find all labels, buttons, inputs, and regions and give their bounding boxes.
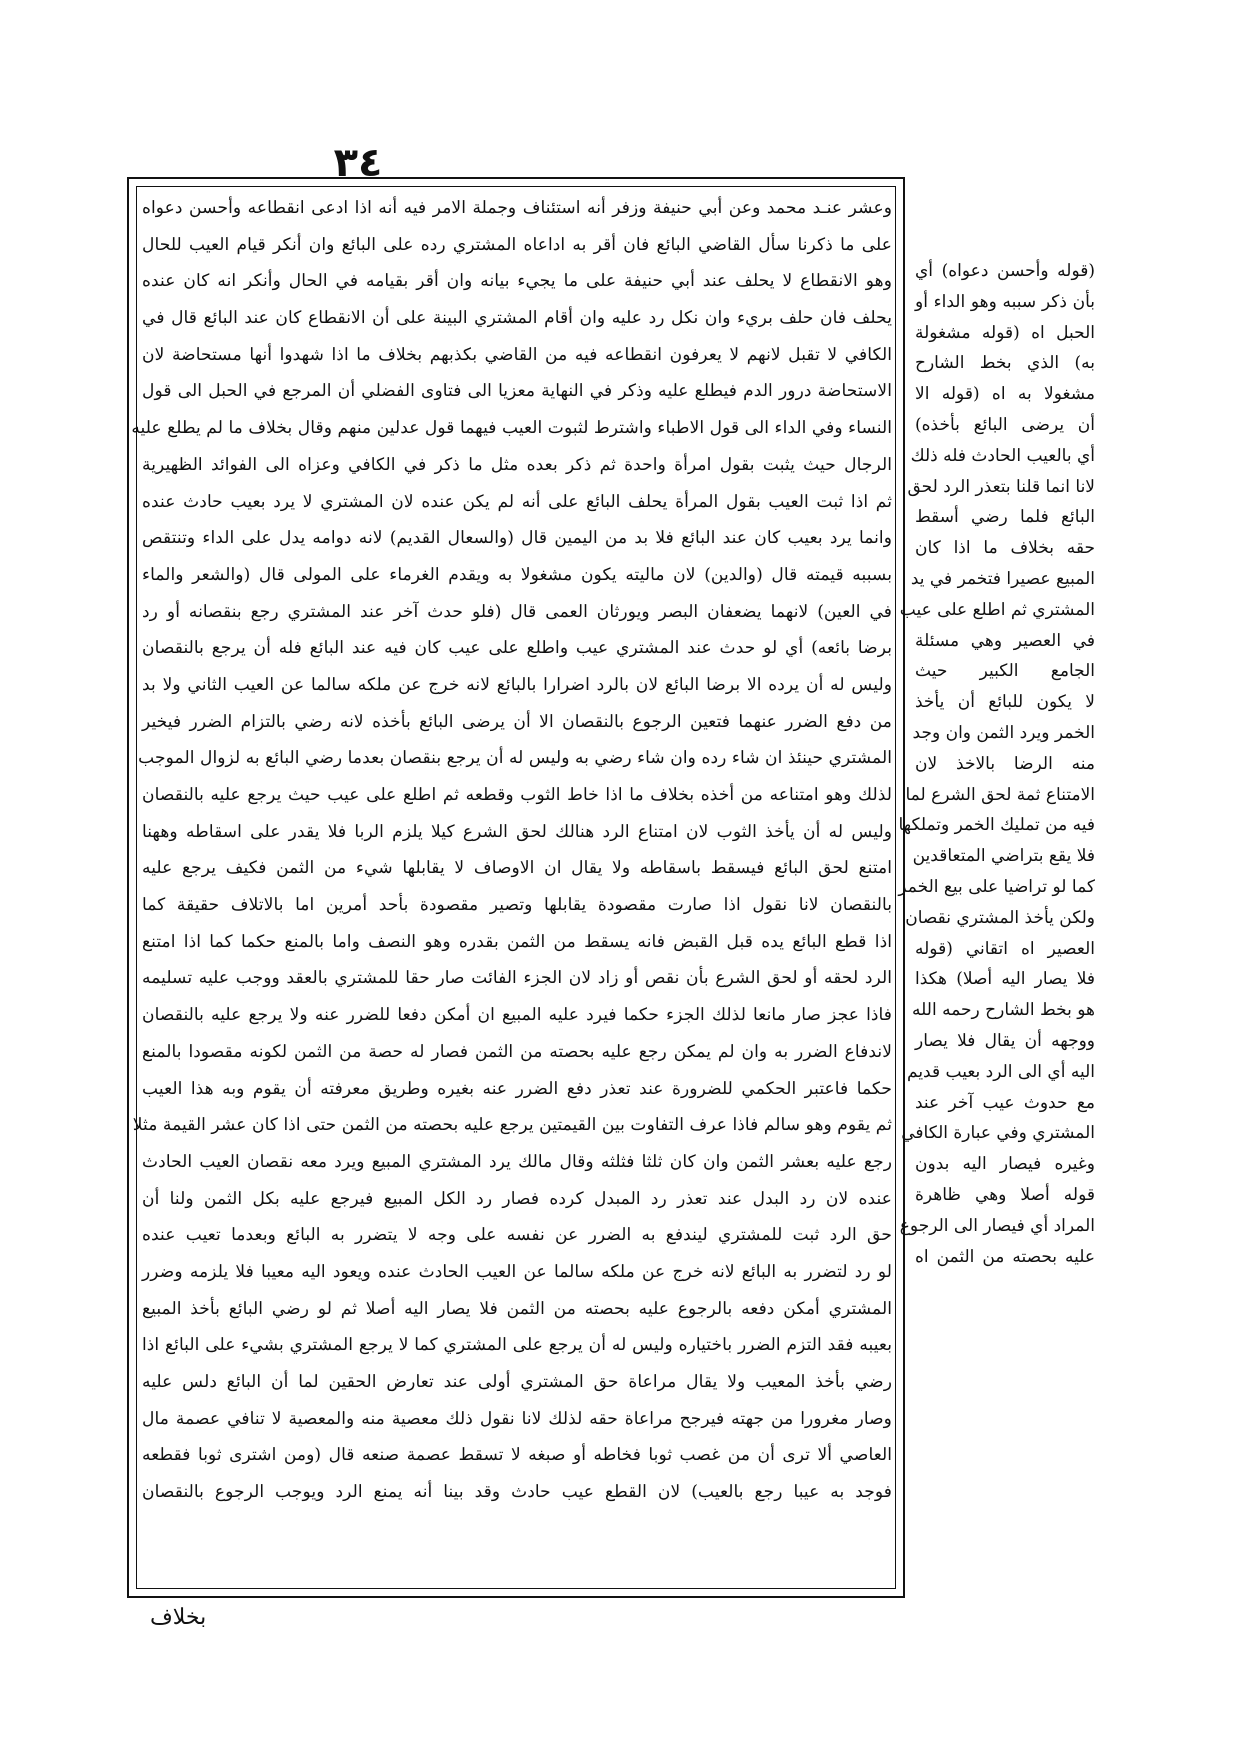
main-text-line: حق الرد ثبت للمشتري ليندفع به الضرر عن نفسه على وجه لا يتضرر به البائع وبعدما تعيب عنده xyxy=(142,1225,892,1246)
main-text-line: الاستحاضة درور الدم فيطلع عليه وذكر في النهاية معزيا الى فتاوى الفضلي أن المرجع في الحبل الى قول xyxy=(142,381,892,402)
main-text-line: امتنع لحق البائع فيسقط باسقاطه ولا يقال ان الاوصاف لا يقابلها شيء من الثمن فكيف يرجع عليه xyxy=(142,858,892,879)
main-text-line: رضي بأخذ المعيب ولا يقال مراعاة حق المشتري أولى عند تعارض الحقين لما أن البائع دلس عليه xyxy=(142,1372,892,1392)
margin-note-line: هو بخط الشارح رحمه الله xyxy=(912,1000,1095,1021)
main-text-line: عنده لان رد البدل عند تعذر رد المبدل كرده فصار رد الكل المبيع فيرجع عليه بكل الثمن ولنا أن xyxy=(142,1188,892,1209)
page-number: ٣٤ xyxy=(333,140,383,186)
margin-note-line: اليه أي الى الرد بعيب قديم xyxy=(907,1061,1095,1082)
margin-note-line: عليه بحصته من الثمن اه xyxy=(915,1246,1095,1267)
margin-note-line: المشتري ثم اطلع على عيب xyxy=(899,599,1095,620)
margin-note-line: مشغولا به اه (قوله الا xyxy=(915,384,1095,405)
margin-note-line: أن يرضى البائع بأخذه) xyxy=(915,414,1095,435)
margin-note xyxy=(898,256,1095,1267)
main-text-line: الكافي لا تقبل لانهم لا يعرفون انقطاعه فيه من القاضي بكذبهم بخلاف ما اذا شهدوا أنها مستحاضة لان xyxy=(142,344,892,365)
margin-note-line: الخمر ويرد الثمن وان وجد xyxy=(912,722,1095,743)
main-text-line: لاندفاع الضرر به وان لم يمكن رجع عليه بحصته من الثمن فصار له حصة من الثمن لكونه مقصودا بالمنع xyxy=(142,1041,892,1062)
margin-note-line: قوله أصلا وهي ظاهرة xyxy=(915,1184,1095,1205)
main-text-line: لذلك وهو امتناعه من أخذه بخلاف ما اذا خاط الثوب وقطعه ثم اطلع على عيب حيث يرجع عليه بالنقصان xyxy=(142,785,892,805)
margin-note-line: ووجهه أن يقال فلا يصار xyxy=(915,1030,1095,1051)
main-text-line: لو رد لتضرر به البائع لانه خرج عن ملكه سالما عن العيب الحادث عنده ويعود اليه معيبا فلا يلزمه وضرر xyxy=(142,1261,892,1282)
margin-note-line: ولكن يأخذ المشتري نقصان xyxy=(905,907,1095,928)
margin-note-line: لا يكون للبائع أن يأخذ xyxy=(915,692,1095,713)
main-text-line: على ما ذكرنا سأل القاضي البائع فان أقر به اداعاه المشتري رده على البائع وان أنكر قيام العيب للحال xyxy=(142,234,892,255)
margin-note-line: البائع فلما رضي أسقط xyxy=(915,507,1095,528)
main-text-line: بسببه قيمته قال (والدين) لان ماليته يكون مشغولا به ويقدم الغرماء على المولى قال (والشعر والماء xyxy=(142,564,892,585)
margin-note-line: أي بالعيب الحادث فله ذلك xyxy=(910,445,1095,466)
margin-note-line: المبيع عصيرا فتخمر في يد xyxy=(910,568,1095,589)
main-text-line: فاذا عجز صار مانعا لذلك الجزء حكما فيرد عليه المبيع ان أمكن دفعا للضرر عنه ولا يرجع عليه بالنقصان xyxy=(142,1005,892,1026)
main-text-line: حكما فاعتبر الحكمي للضرورة عند تعذر دفع الضرر عنه بغيره وطريق معرفته أن يقوم وبه هذا العيب xyxy=(142,1078,892,1099)
margin-note-line: مع حدوث عيب آخر عند xyxy=(915,1092,1095,1113)
main-text-line: من دفع الضرر عنهما فتعين الرجوع بالنقصان الا أن يرضى البائع بأخذه لانه رضي بالتزام الضرر فيخير xyxy=(142,711,892,732)
margin-note-line: العصير اه اتقاني (قوله xyxy=(915,938,1095,959)
margin-note-line: فلا يصار اليه أصلا) هكذا xyxy=(915,969,1095,990)
main-text-line: فوجد به عيبا رجع بالعيب) لان القطع عيب حادث وقد بينا أنه يمنع الرد ويوجب الرجوع بالنقصان xyxy=(142,1482,892,1503)
main-text-line: الرجال حيث يثبت بقول امرأة واحدة ثم ذكر بعده مثل ما ذكر في الكافي وعزاه الى الفوائد الظهيرية xyxy=(142,454,892,475)
main-text-line: يحلف فان حلف بريء وان نكل رد عليه وان أقام المشتري البينة على أن الانقطاع كان عند البائع قال في xyxy=(142,308,892,329)
margin-note-line: (قوله وأحسن دعواه) أي xyxy=(915,261,1095,281)
main-text-line: ثم يقوم وهو سالم فاذا عرف التفاوت بين القيمتين يرجع عليه بحصته من الثمن حتى اذا كان عشر القيمة مثلا xyxy=(132,1115,892,1136)
main-text-line: وهو الانقطاع لا يحلف عند أبي حنيفة على ما يجيء بيانه وان أقر بقيامه في الحال وأنكر انه كان عنده xyxy=(142,271,892,292)
margin-note-line: المشتري وفي عبارة الكافي xyxy=(901,1123,1095,1144)
main-text-line: العاصي ألا ترى أن من غصب ثوبا فخاطه أو صبغه لا تسقط عصمة صنعه قال (ومن اشترى ثوبا فقطعه xyxy=(142,1445,892,1466)
margin-note-line: وغيره فيصار اليه بدون xyxy=(915,1154,1095,1175)
main-text-line: رجع عليه بعشر الثمن وان كان ثلثا فثلثه وقال مالك يرد المشتري المبيع ويرد معه نقصان العيب الحادث xyxy=(142,1151,892,1172)
main-text-line: وصار مغرورا من جهته فيرجح مراعاة حقه لذلك لانا نقول ذلك معصية منه والمعصية لا تنافي عصمة مال xyxy=(142,1408,892,1429)
margin-note-line: الحبل اه (قوله مشغولة xyxy=(915,322,1095,343)
catchword: بخلاف xyxy=(150,1605,207,1630)
margin-note-line: بأن ذكر سببه وهو الداء أو xyxy=(915,291,1095,312)
main-text-line: وعشر عنـد محمد وعن أبي حنيفة وزفر أنه استئناف وجملة الامر فيه أنه اذا ادعى انقطاعه وأحسن دعواه xyxy=(142,198,892,218)
margin-note-line: كما لو تراضيا على بيع الخمر xyxy=(898,876,1095,897)
margin-note-line: الجامع الكبير حيث xyxy=(915,661,1095,682)
main-text-line: وليس له أن يأخذ الثوب لان امتناع الرد هنالك لحق الشرع كيلا يلزم الربا فلا يقدر على اسقاطه وههنا xyxy=(142,821,892,842)
main-text-line: الرد لحقه أو لحق الشرع بأن نقص أو زاد لان الجزء الفائت صار حقا للمشتري بالعقد ووجب عليه تسليمه xyxy=(142,968,892,989)
main-text-line: النساء وفي الداء الى قول الاطباء واشترط لثبوت العيب فيهما قول عدلين منهم وقال بخلاف ما لم يطلع عليه xyxy=(131,418,892,439)
main-text-line: بعيبه فقد التزم الضرر باختياره وليس له أن يرجع على المشتري كما لا يرجع المشتري بشيء على البائع اذا xyxy=(142,1335,892,1356)
main-text-line: بالنقصان لانا نقول اذا صارت مقصودة يقابلها وتصير مقصودة بأحد أمرين اما بالاتلاف حقيقة كما xyxy=(142,895,892,916)
margin-note-line: لانا انما قلنا بتعذر الرد لحق xyxy=(907,476,1095,497)
margin-note-line: به) الذي بخط الشارح xyxy=(915,353,1095,374)
main-text-line: المشتري حينئذ ان شاء رده وان شاء رضي به وليس له أن يرجع بنقصان بعدما رضي البائع به لزوال الموجب xyxy=(138,748,892,769)
main-text-line: وانما يرد بعيب كان عند البائع فلا بد من اليمين قال (والسعال القديم) لانه دوامه يدل على الداء وتنتقص xyxy=(142,528,892,549)
margin-note-line: منه الرضا بالاخذ لان xyxy=(915,753,1095,774)
main-text-line: اذا قطع البائع يده قبل القبض فانه يسقط من الثمن بقدره وهو النصف واما بالمنع حكما كما اذا امتنع xyxy=(142,931,892,952)
main-text-line: المشتري أمكن دفعه بالرجوع عليه بحصته من الثمن فلا يصار اليه أصلا ثم لو رضي البائع بأخذ المبيع xyxy=(142,1298,892,1319)
margin-note-line: الامتناع ثمة لحق الشرع لما xyxy=(905,784,1095,805)
margin-note-line: المراد أي فيصار الى الرجوع xyxy=(899,1215,1095,1236)
main-text-line: في العين) لانهما يضعفان البصر ويورثان العمى قال (فلو حدث آخر عند المشتري رجع بنقصانه أو رد xyxy=(142,601,892,622)
margin-note-line: حقه بخلاف ما اذا كان xyxy=(915,538,1095,559)
margin-note-line: في العصير وهي مسئلة xyxy=(915,630,1095,651)
main-text-line: برضا بائعه) أي لو حدث عند المشتري عيب واطلع على عيب كان فيه عند البائع فله أن يرجع بالنقصان xyxy=(142,638,892,659)
main-text xyxy=(131,190,892,1585)
margin-note-line: فلا يقع بتراضي المتعاقدين xyxy=(912,846,1095,867)
main-text-line: ثم اذا ثبت العيب بقول المرأة يحلف البائع على أنه لم يكن عنده لان المشتري لا يرد بعيب حادث عنده xyxy=(142,491,892,512)
main-text-line: وليس له أن يرده الا برضا البائع لان بالرد اضرارا بالبائع لانه خرج عن ملكه سالما عن العيب الثاني ولا بد xyxy=(142,674,892,695)
margin-note-line: فيه من تمليك الخمر وتملكها xyxy=(898,815,1095,836)
